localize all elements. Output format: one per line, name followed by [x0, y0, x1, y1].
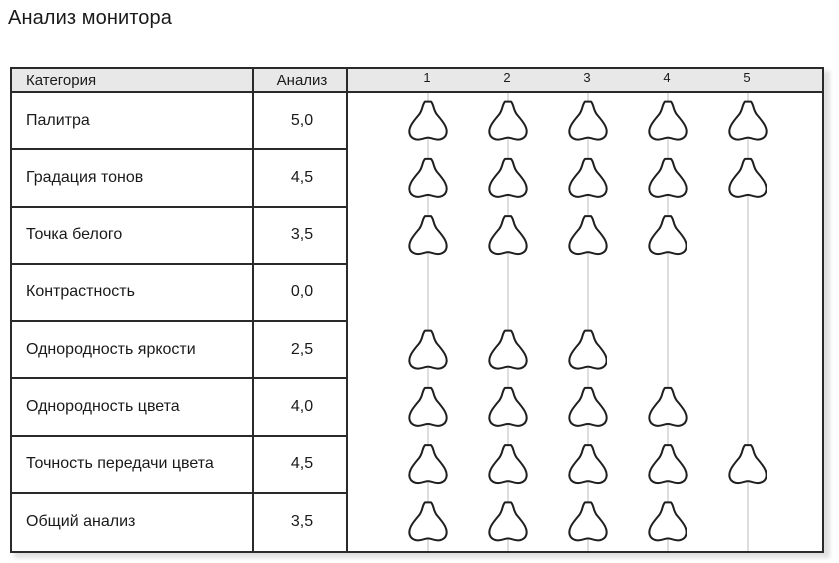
rating-pear-icon — [409, 331, 446, 369]
rating-pear-icon — [489, 216, 526, 254]
rating-table — [10, 67, 824, 553]
row-category-label: Градация тонов — [26, 168, 144, 186]
rating-pear-icon — [489, 388, 526, 426]
rating-half-pear-icon — [649, 216, 686, 254]
table-row — [12, 93, 348, 150]
row-category-label: Контрастность — [26, 283, 135, 301]
row-category-label: Палитра — [26, 111, 90, 129]
rating-pear-icon — [409, 159, 446, 197]
rating-pear-icon — [569, 388, 606, 426]
row-category-label: Однородность яркости — [26, 340, 196, 358]
row-category-label: Точность передачи цвета — [26, 455, 214, 473]
rating-pear-icon — [649, 102, 686, 140]
row-score-value: 0,0 — [290, 283, 314, 301]
page-title: Анализ монитора — [8, 7, 172, 29]
x-tick-label-4: 4 — [663, 70, 671, 85]
rating-pear-icon — [489, 445, 526, 483]
rating-chart — [348, 93, 822, 551]
rating-half-pear-icon — [649, 502, 686, 540]
row-category-label: Общий анализ — [26, 513, 136, 531]
row-score-value: 4,5 — [290, 455, 314, 473]
table-row — [12, 494, 348, 551]
rating-pear-icon — [409, 102, 446, 140]
rating-pear-icon — [649, 159, 686, 197]
row-score-value: 2,5 — [290, 340, 314, 358]
row-category-label: Однородность цвета — [26, 397, 180, 415]
rating-pear-icon — [489, 331, 526, 369]
table-header-row — [12, 69, 822, 93]
rating-half-pear-icon — [569, 331, 606, 369]
rating-half-pear-icon — [729, 445, 766, 483]
x-tick-label-3: 3 — [583, 70, 591, 85]
rating-pear-icon — [729, 102, 766, 140]
rating-pear-icon — [409, 445, 446, 483]
rating-pear-icon — [489, 502, 526, 540]
rating-pear-icon — [489, 159, 526, 197]
rating-pear-icon — [409, 502, 446, 540]
x-tick-label-1: 1 — [423, 70, 431, 85]
rating-pear-icon — [569, 445, 606, 483]
column-header-category: Категория — [26, 72, 97, 89]
x-tick-label-2: 2 — [503, 70, 511, 85]
rating-pear-icon — [569, 216, 606, 254]
row-score-value: 3,5 — [290, 226, 314, 244]
rating-pear-icon — [569, 159, 606, 197]
row-score-value: 4,5 — [290, 168, 314, 186]
rating-pear-icon — [649, 388, 686, 426]
x-tick-label-5: 5 — [743, 70, 751, 85]
row-score-value: 5,0 — [290, 111, 314, 129]
table-row — [12, 437, 348, 494]
table-row — [12, 265, 348, 322]
rating-pear-icon — [409, 216, 446, 254]
rating-pear-icon — [569, 102, 606, 140]
table-row — [12, 208, 348, 265]
row-category-label: Точка белого — [26, 226, 123, 244]
rating-pear-icon — [569, 502, 606, 540]
rating-pear-icon — [649, 445, 686, 483]
row-score-value: 3,5 — [290, 513, 314, 531]
table-row — [12, 379, 348, 436]
column-header-score: Анализ — [276, 72, 328, 89]
rating-pear-icon — [489, 102, 526, 140]
table-row — [12, 150, 348, 207]
row-score-value: 4,0 — [290, 397, 314, 415]
rating-pear-icon — [409, 388, 446, 426]
table-row — [12, 322, 348, 379]
rating-half-pear-icon — [729, 159, 766, 197]
